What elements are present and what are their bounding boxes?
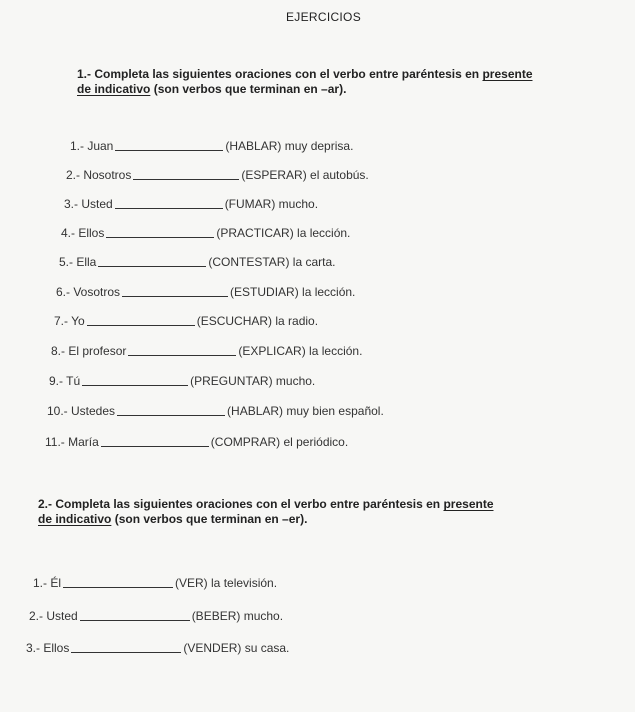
item-verb-phrase: (PRACTICAR) la lección. <box>216 226 351 240</box>
exercise-1-item <box>54 313 318 328</box>
exercise-2-item <box>33 575 277 590</box>
section-1-instructions <box>77 67 533 97</box>
section-2-instructions-line-2 <box>38 512 494 527</box>
item-subject: 4.- Ellos <box>61 226 105 240</box>
exercise-1-item <box>66 167 369 182</box>
section-2-text: 2.- Completa las siguientes oraciones con el verbo entre paréntesis en <box>38 497 444 511</box>
item-subject: 6.- Vosotros <box>56 285 121 299</box>
answer-blank[interactable] <box>101 434 209 447</box>
section-2-instructions-line-1 <box>38 497 494 512</box>
exercise-1-item <box>49 373 315 388</box>
section-2-text-2: (son verbos que terminan en –er). <box>111 512 308 526</box>
answer-blank[interactable] <box>133 167 239 180</box>
exercise-1-item <box>59 254 335 269</box>
item-subject: 8.- El profesor <box>51 344 127 358</box>
exercise-1-item <box>56 284 355 299</box>
exercise-1-item <box>51 343 362 358</box>
item-verb-phrase: (HABLAR) muy deprisa. <box>225 139 354 153</box>
item-subject: 10.- Ustedes <box>47 404 116 418</box>
item-verb-phrase: (HABLAR) muy bien español. <box>227 404 384 418</box>
section-1-underlined-text-2: de indicativo <box>77 82 151 96</box>
item-subject: 5.- Ella <box>59 255 97 269</box>
answer-blank[interactable] <box>82 373 188 386</box>
item-verb-phrase: (ESTUDIAR) la lección. <box>230 285 356 299</box>
item-subject: 2.- Nosotros <box>66 168 132 182</box>
item-verb-phrase: (VER) la televisión. <box>175 576 278 590</box>
item-subject: 7.- Yo <box>54 314 85 328</box>
page-title: EJERCICIOS <box>285 10 361 24</box>
item-subject: 3.- Ellos <box>26 641 70 655</box>
item-subject: 3.- Usted <box>64 197 113 211</box>
exercise-1-item <box>61 225 350 240</box>
section-2-underlined-text: presente <box>443 497 494 511</box>
item-verb-phrase: (COMPRAR) el periódico. <box>210 435 349 449</box>
answer-blank[interactable] <box>128 343 236 356</box>
item-subject: 11.- María <box>45 435 99 449</box>
item-subject: 9.- Tú <box>49 374 81 388</box>
answer-blank[interactable] <box>80 608 190 621</box>
exercise-2-item <box>26 640 289 655</box>
exercise-1-item <box>64 196 318 211</box>
item-verb-phrase: (EXPLICAR) la lección. <box>238 344 363 358</box>
section-1-text-2: (son verbos que terminan en –ar). <box>150 82 347 96</box>
item-verb-phrase: (ESCUCHAR) la radio. <box>196 314 319 328</box>
answer-blank[interactable] <box>63 575 173 588</box>
item-verb-phrase: (BEBER) mucho. <box>191 609 284 623</box>
answer-blank[interactable] <box>117 403 225 416</box>
item-subject: 1.- Él <box>33 576 62 590</box>
item-verb-phrase: (PREGUNTAR) mucho. <box>190 374 316 388</box>
section-2-underlined-text-2: de indicativo <box>38 512 112 526</box>
exercise-2-item <box>29 608 283 623</box>
item-verb-phrase: (CONTESTAR) la carta. <box>208 255 336 269</box>
answer-blank[interactable] <box>87 313 195 326</box>
section-2-instructions <box>38 497 494 527</box>
section-1-underlined-text: presente <box>482 67 533 81</box>
item-verb-phrase: (VENDER) su casa. <box>183 641 290 655</box>
item-verb-phrase: (FUMAR) mucho. <box>224 197 319 211</box>
answer-blank[interactable] <box>115 138 223 151</box>
answer-blank[interactable] <box>71 640 181 653</box>
item-subject: 1.- Juan <box>70 139 114 153</box>
answer-blank[interactable] <box>98 254 206 267</box>
item-verb-phrase: (ESPERAR) el autobús. <box>241 168 369 182</box>
answer-blank[interactable] <box>106 225 214 238</box>
answer-blank[interactable] <box>122 284 228 297</box>
exercise-1-item <box>70 138 353 153</box>
exercise-1-item <box>45 434 348 449</box>
section-1-text: 1.- Completa las siguientes oraciones con el verbo entre paréntesis en <box>77 67 483 81</box>
section-1-instructions-line-1 <box>77 67 533 82</box>
answer-blank[interactable] <box>115 196 223 209</box>
item-subject: 2.- Usted <box>29 609 78 623</box>
exercise-1-item <box>47 403 384 418</box>
section-1-instructions-line-2 <box>77 82 533 97</box>
